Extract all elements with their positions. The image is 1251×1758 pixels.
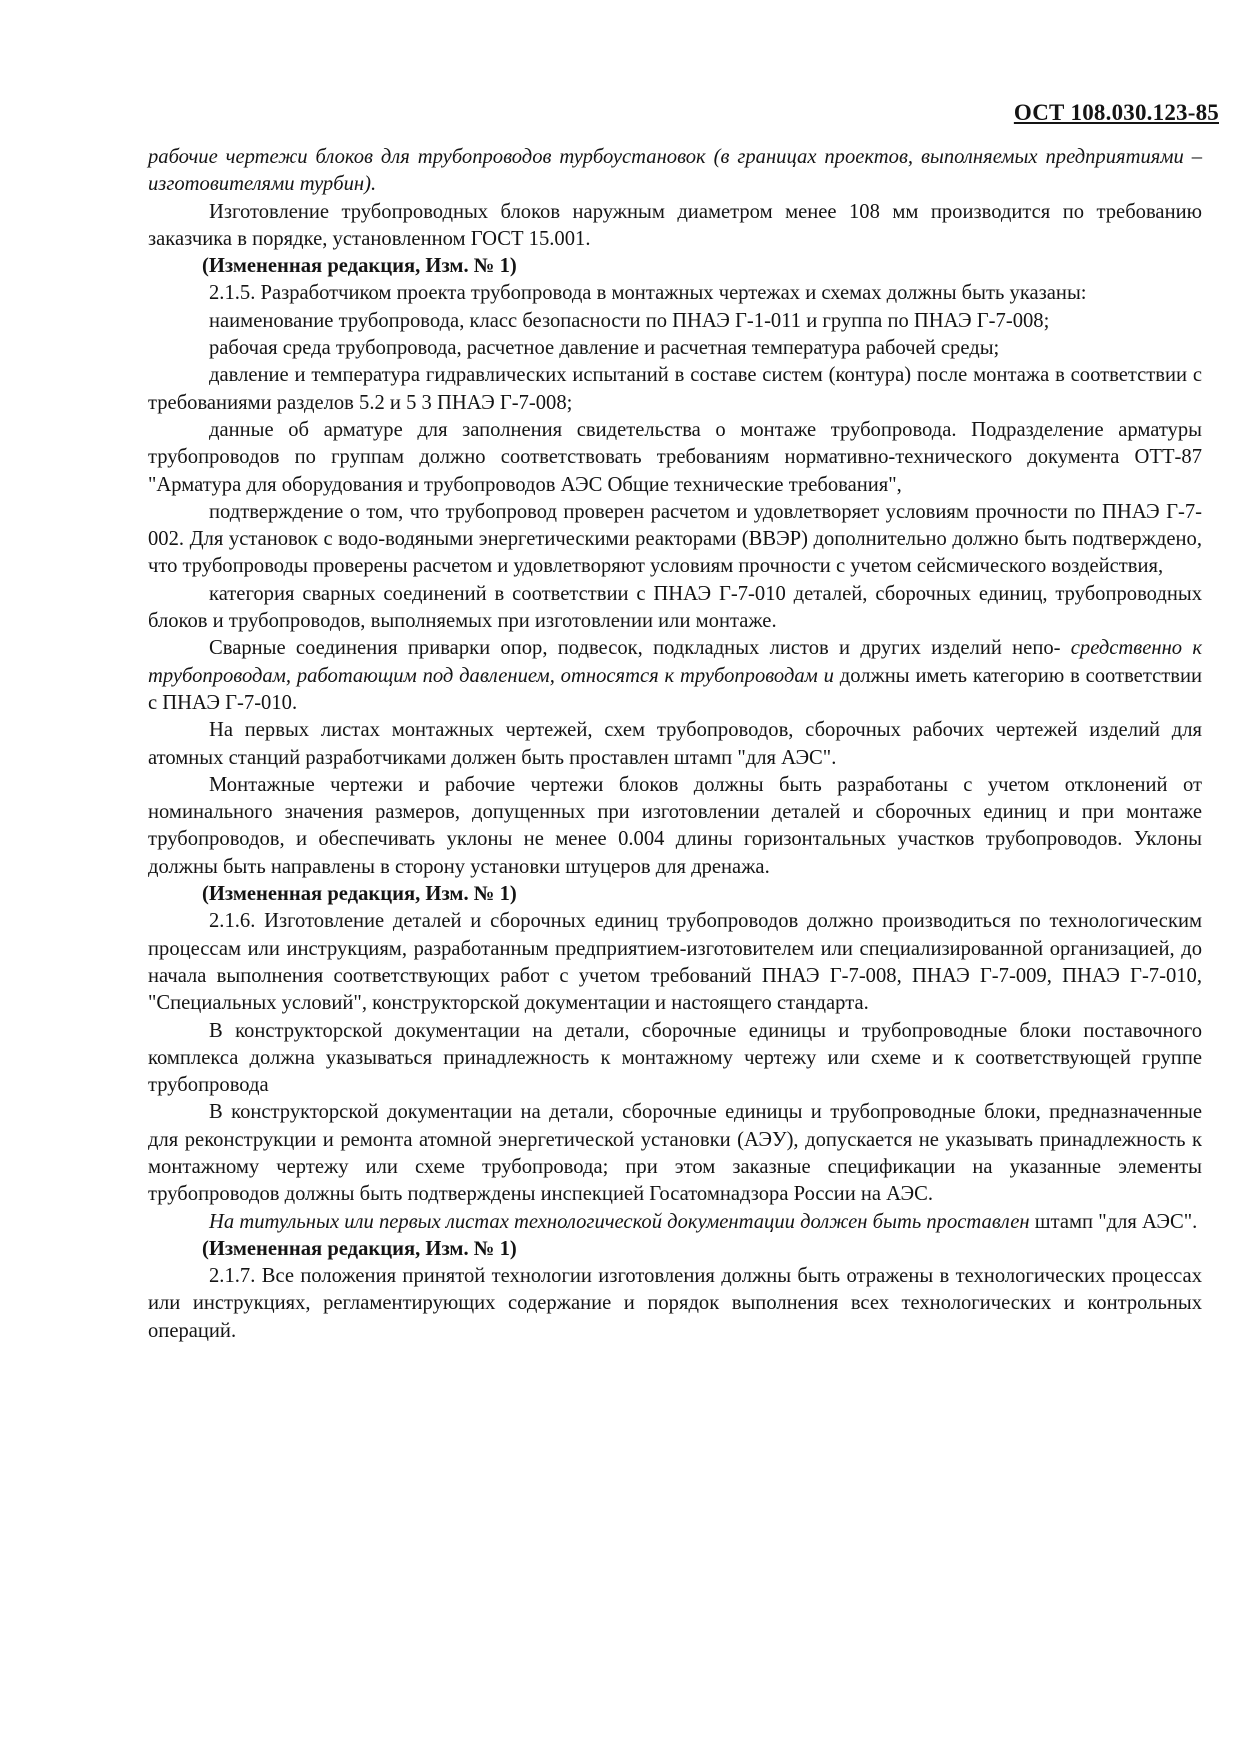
paragraph: наименование трубопровода, класс безопасности по ПНАЭ Г-1-011 и группа по ПНАЭ Г-7-008; <box>209 309 1050 332</box>
paragraph <box>148 1209 1202 1236</box>
paragraph <box>148 635 1202 717</box>
paragraph: рабочая среда трубопровода, расчетное давление и расчетная температура рабочей среды; <box>209 337 1000 360</box>
paragraph: В конструкторской документации на детали, сборочные единицы и трубопроводные блоки поставочного комплекса должна указываться принадлежность к монтажному чертежу или схеме и к соответствующей группе трубопровода <box>148 1019 1202 1097</box>
paragraph: подтверждение о том, что трубопровод проверен расчетом и удовлетворяет условиям прочности по ПНАЭ Г-7-002. Для установок с водо-водяными энергетическими реакторами (ВВЭР) дополнительно должно быть подтверждено, что трубопроводы проверены расчетом и удовлетворяют условиям прочности с учетом сейсмического воздействия, <box>148 500 1202 578</box>
paragraph: 2.1.5. Разработчиком проекта трубопровода в монтажных чертежах и схемах должны быть указаны: <box>209 282 1087 305</box>
amendment-note: (Измененная редакция, Изм. № 1) <box>202 255 517 278</box>
text-run-italic: средственно к трубопроводам, работающим под давлением, относятся к трубопроводам и <box>148 637 1203 687</box>
paragraph: данные об арматуре для заполнения свидетельства о монтаже трубопровода. Подразделение арматуры трубопроводов по группам должно соответствовать требованиям нормативно-технического документа ОТТ-87 "Арматура для оборудования и трубопроводов АЭС Общие технические требования", <box>148 418 1202 496</box>
paragraph: В конструкторской документации на детали, сборочные единицы и трубопроводные блоки, предназначенные для реконструкции и ремонта атомной энергетической установки (АЭУ), допускается не указывать принадлежность к монтажному чертежу или схеме трубопровода; при этом заказные спецификации на указанные элементы трубопроводов должны быть подтверждены инспекцией Госатомнадзора России на АЭС. <box>148 1101 1202 1206</box>
text-run-italic: На титульных или первых листах технологической документации должен быть проставлен <box>209 1210 1030 1233</box>
paragraph: категория сварных соединений в соответствии с ПНАЭ Г-7-010 деталей, сборочных единиц, трубопроводных блоков и трубопроводов, выполняемых при изготовлении или монтаже. <box>148 582 1202 633</box>
paragraph: рабочие чертежи блоков для трубопроводов турбоустановок (в границах проектов, выполняемых предприятиями – изготовителями турбин). <box>148 146 1202 196</box>
paragraph: 2.1.6. Изготовление деталей и сборочных единиц трубопроводов должно производиться по технологическим процессам или инструкциям, разработанным предприятием-изготовителем или специализированной организацией, до начала выполнения соответствующих работ с учетом требований ПНАЭ Г-7-008, ПНАЭ Г-7-009, ПНАЭ Г-7-010, "Специальных условий", конструкторской документации и настоящего стандарта. <box>148 910 1202 1015</box>
document-number: ОСТ 108.030.123-85 <box>1013 100 1219 125</box>
amendment-note: (Измененная редакция, Изм. № 1) <box>202 1237 517 1260</box>
paragraph: Монтажные чертежи и рабочие чертежи блоков должны быть разработаны с учетом отклонений от номинального значения размеров, допущенных при изготовлении деталей и сборочных единиц и при монтаже трубопроводов, и обеспечивать уклоны не менее 0.004 длины горизонтальных участков трубопроводов. Уклоны должны быть направлены в сторону установки штуцеров для дренажа. <box>148 773 1202 878</box>
paragraph: Изготовление трубопроводных блоков наружным диаметром менее 108 мм производится по требованию заказчика в порядке, установленном ГОСТ 15.001. <box>148 200 1202 250</box>
amendment-note: (Измененная редакция, Изм. № 1) <box>202 883 517 906</box>
paragraph: 2.1.7. Все положения принятой технологии изготовления должны быть отражены в технологических процессах или инструкциях, регламентирующих содержание и порядок выполнения всех технологических и контрольных операций. <box>148 1265 1202 1342</box>
text-run: штамп "для АЭС". <box>1034 1210 1198 1233</box>
paragraph: давление и температура гидравлических испытаний в составе систем (контура) после монтажа в соответствии с требованиями разделов 5.2 и 5 3 ПНАЭ Г-7-008; <box>148 364 1202 414</box>
paragraph: На первых листах монтажных чертежей, схем трубопроводов, сборочных рабочих чертежей изделий для атомных станций разработчиками должен быть проставлен штамп "для АЭС". <box>148 719 1202 769</box>
document-body <box>148 144 1202 1345</box>
text-run: Сварные соединения приварки опор, подвесок, подкладных листов и других изделий непо- <box>209 637 1061 660</box>
text-run: должны иметь категорию в соответствии с ПНАЭ Г-7-010. <box>148 664 1202 714</box>
